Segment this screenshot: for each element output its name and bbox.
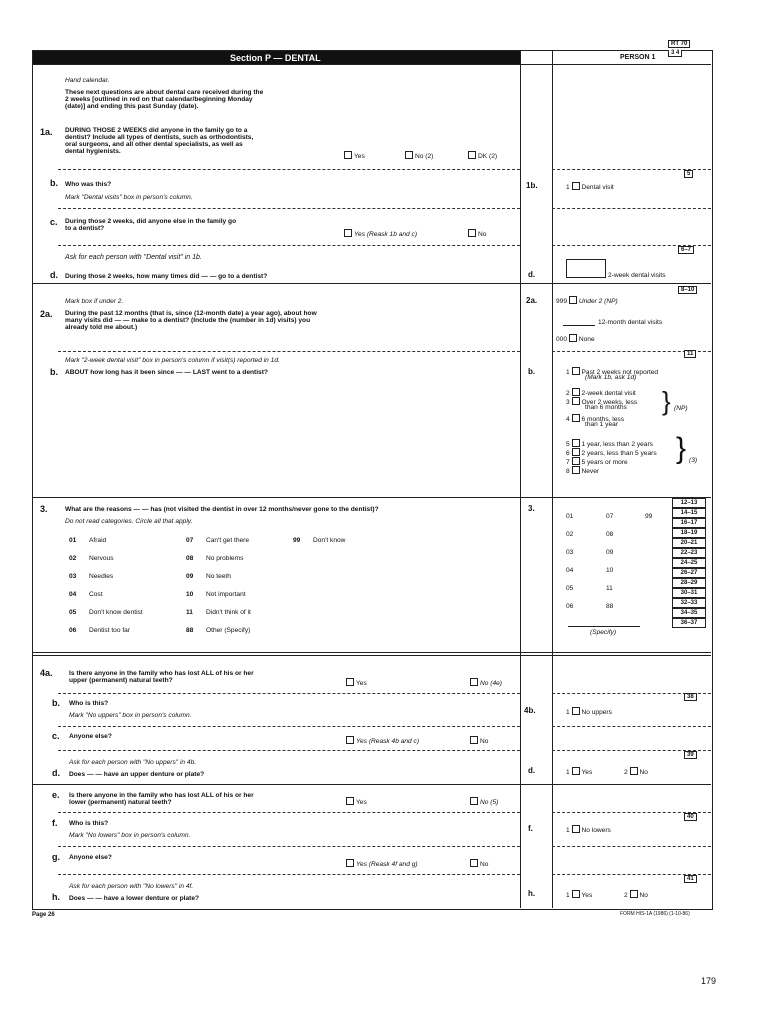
q4h-number: h. [52,892,60,902]
three-brace: } [676,432,687,465]
q2b-instruction: Mark "2-week dental visit" box in person's column if visit(s) reported in 1d. [65,357,280,364]
q4d-column-code: 39 [684,751,697,759]
q2b-option-5[interactable]: 5 1 year, less than 2 years [566,441,653,448]
q1b-column-code: 5 [684,170,693,178]
reason-code: 03 [69,573,77,580]
q4b-instruction: Mark "No uppers" box in person's column. [69,712,192,719]
checkbox[interactable] [630,890,638,898]
q2b-option-4-cont: than 1 year [585,421,618,428]
q1d-column-code: 6–7 [678,246,694,254]
q4e-no-option[interactable]: No (5) [470,797,498,807]
q2b-ref: b. [528,367,536,376]
q3-reason-item [186,573,231,581]
q1d-number: d. [50,270,58,280]
q3-specify-line[interactable] [568,626,640,627]
q1a-no-option[interactable]: No (2) [405,151,433,161]
reason-label: No problems [206,555,244,562]
intro-line: These next questions are about dental care received during the [65,89,264,96]
checkbox[interactable] [572,466,580,474]
q4g-yes-option[interactable]: Yes (Reask 4f and g) [346,859,418,869]
q4e-text: lower (permanent) natural teeth? [69,799,172,806]
q1c-no-option[interactable]: No [468,229,486,239]
q2a-visits-label: 12-month dental visits [598,319,663,326]
q1c-number: c. [50,217,58,227]
q4f-text: Who is this? [69,820,109,827]
q3-reason-item [69,591,103,599]
q2b-option-3-cont: than 6 months [585,404,627,411]
reason-code: 11 [186,609,193,616]
header-rule [33,64,711,65]
q3-column-code: 30–31 [672,588,706,598]
reason-label: Can't get there [206,537,250,544]
q4h-instruction: Ask for each person with "No lowers" in 4f. [69,883,194,890]
q4g-number: g. [52,852,60,862]
q3-circle-code[interactable]: 05 [566,585,574,592]
q2b-column-code: 11 [684,350,696,358]
q1c-yes-option[interactable]: Yes (Reask 1b and c) [344,229,417,239]
checkbox[interactable] [346,736,354,744]
checkbox[interactable] [572,439,580,447]
checkbox[interactable] [470,797,478,805]
q3-circle-code[interactable]: 02 [566,531,574,538]
q3-column-code: 34–35 [672,608,706,618]
reason-code: 01 [69,537,77,544]
q3-reason-item [293,537,345,545]
checkbox[interactable] [572,767,580,775]
q4g-no-option[interactable]: No [470,859,488,869]
q1b-answer-option[interactable]: 1 Dental visit [566,184,614,191]
q3-column-code: 26–27 [672,568,706,578]
q1b-ref: 1b. [526,181,538,190]
q4a-number: 4a. [40,668,53,678]
checkbox[interactable] [405,151,413,159]
q1c-text: to a dentist? [65,225,105,232]
q1a-dk-option[interactable]: DK (2) [468,151,497,161]
q1d-instruction: Ask for each person with "Dental visit" in 1b. [65,254,202,261]
checkbox[interactable] [569,334,577,342]
reason-label: Didn't think of it [206,609,251,616]
q3-circle-code[interactable]: 10 [606,567,614,574]
form-number: FORM HIS-1A (1986) (1-10-86) [620,911,690,917]
reason-label: Cost [89,591,103,598]
q1d-answer-label: 2-week dental visits [608,272,666,279]
instruction-hand: Hand calendar. [65,77,110,84]
q4c-text: Anyone else? [69,733,112,740]
reason-code: 99 [293,537,301,544]
page-number: 179 [701,976,717,986]
np-brace: } [662,386,671,416]
reason-label: Other (Specify) [206,627,251,634]
checkbox[interactable] [572,825,580,833]
q3-circle-code[interactable]: 88 [606,603,614,610]
q4h-column-code: 41 [684,875,697,883]
checkbox[interactable] [470,678,478,686]
reason-code: 10 [186,591,194,598]
q1d-ref: d. [528,270,536,279]
checkbox[interactable] [572,388,580,396]
reason-code: 08 [186,555,194,562]
q4d-instruction: Ask for each person with "No uppers" in 4b. [69,759,197,766]
q4d-ref: d. [528,766,536,775]
q3-circle-code[interactable]: 07 [606,513,614,520]
reason-code: 88 [186,627,194,634]
q2a-text: many visits did — — make to a dentist? (Include the (number in 1d) visits) you [65,317,311,324]
q2b-option-6[interactable]: 6 2 years, less than 5 years [566,450,657,457]
q2b-option-7[interactable]: 7 5 years or more [566,459,628,466]
divider-right [552,50,553,908]
q3-reason-item [69,609,143,617]
q3-circle-code[interactable]: 99 [645,513,653,520]
intro-line: 2 weeks [outlined in red on that calendar/beginning Monday [65,96,253,103]
reason-code: 05 [69,609,77,616]
q1b-text: Who was this? [65,181,112,188]
checkbox[interactable] [572,182,580,190]
q3-column-code: 18–19 [672,528,706,538]
checkbox[interactable] [344,151,352,159]
q2a-visits-input[interactable] [563,325,595,326]
q3-column-code: 16–17 [672,518,706,528]
q4f-answer-option[interactable]: 1 No lowers [566,827,611,834]
checkbox[interactable] [572,890,580,898]
q3-column-code: 22–23 [672,548,706,558]
q4b-ref: 4b. [524,706,536,715]
q4h-no-option[interactable]: 2 No [624,892,648,899]
q1d-text: During those 2 weeks, how many times did — — go to a dentist? [65,273,268,280]
checkbox[interactable] [572,448,580,456]
q4e-number: e. [52,790,60,800]
q3-circle-code[interactable]: 04 [566,567,574,574]
reason-label: Nervous [89,555,114,562]
q2a-column-code: 8–10 [678,286,697,294]
q2a-instruction: Mark box if under 2. [65,298,124,305]
reason-label: Don't know dentist [89,609,143,616]
form-frame [32,50,713,910]
q3-circle-code[interactable]: 03 [566,549,574,556]
q3-reason-item [186,555,243,563]
q3-circle-code[interactable]: 08 [606,531,614,538]
intro-line: (date)] and ending this past Sunday (date). [65,103,199,110]
q4d-no-option[interactable]: 2 No [624,769,648,776]
q4h-yes-option[interactable]: 1 Yes [566,892,593,899]
reason-code: 04 [69,591,77,598]
q3-column-code: 14–15 [672,508,706,518]
q1b-number: b. [50,178,58,188]
q3-number: 3. [40,504,48,514]
q3-reason-item [186,627,250,635]
checkbox[interactable] [572,367,580,375]
q3-reason-item [186,609,251,617]
checkbox[interactable] [344,229,352,237]
q2b-option-1-note: (Mark 1b, ask 1d) [585,374,637,381]
reason-label: Don't know [313,537,346,544]
q3-column-code: 24–25 [672,558,706,568]
q2a-none-option[interactable]: 000 None [556,336,595,343]
checkbox[interactable] [569,296,577,304]
page-label: Page 26 [32,912,55,918]
checkbox[interactable] [346,678,354,686]
checkbox[interactable] [572,457,580,465]
reason-code: 02 [69,555,77,562]
reason-code: 09 [186,573,194,580]
q3-circle-code[interactable]: 09 [606,549,614,556]
q1b-instruction: Mark "Dental visits" box in person's column. [65,194,193,201]
q2a-text: During the past 12 months (that is, since (12-month date) a year ago), about how [65,310,317,317]
q3-reason-item [186,591,246,599]
q3-instruction: Do not read categories. Circle all that apply. [65,518,193,525]
checkbox[interactable] [346,859,354,867]
q2b-text: ABOUT how long has it been since — — LAST went to a dentist? [65,369,268,376]
reason-label: Dentist too far [89,627,131,634]
reason-code: 06 [69,627,77,634]
q4f-number: f. [52,818,58,828]
q3-column-code: 20–21 [672,538,706,548]
q4b-answer-option[interactable]: 1 No uppers [566,709,612,716]
q1a-yes-option[interactable]: Yes [344,151,365,161]
q3-circle-code[interactable]: 06 [566,603,574,610]
q3-reason-item [69,573,113,581]
checkbox[interactable] [468,151,476,159]
q4f-column-code: 40 [684,813,697,821]
q2a-ref: 2a. [526,296,538,305]
q4a-text: Is there anyone in the family who has lost ALL of his or her [69,670,254,677]
q2a-text: already told me about.) [65,324,138,331]
reason-label: Not important [206,591,246,598]
q4g-text: Anyone else? [69,854,112,861]
q2b-option-1[interactable]: 1 Past 2 weeks not reported [566,369,659,376]
q4b-number: b. [52,698,60,708]
q3-specify-label: (Specify) [590,629,617,636]
q4h-text: Does — — have a lower denture or plate? [69,895,200,902]
q2a-under-option[interactable]: 999 Under 2 (NP) [556,298,618,305]
q4a-yes-option[interactable]: Yes [346,678,367,688]
q4f-ref: f. [528,824,533,833]
q2b-option-2[interactable]: 2 2-week dental visit [566,390,636,397]
checkbox[interactable] [470,736,478,744]
person-column-header: PERSON 1 [620,54,656,61]
q1a-number: 1a. [40,127,53,137]
q3-circle-code[interactable]: 01 [566,513,574,520]
record-cols-code: 3 4 [668,50,682,57]
q4c-yes-option[interactable]: Yes (Reask 4b and c) [346,736,419,746]
q2b-three-label: (3) [689,457,698,464]
q3-column-code: 36–37 [672,618,706,628]
q4f-instruction: Mark "No lowers" box in person's column. [69,832,191,839]
record-type-code: RT 70 [668,40,690,48]
q4a-no-option[interactable]: No (4e) [470,678,502,688]
checkbox[interactable] [346,797,354,805]
q3-reason-item [69,627,130,635]
q3-reason-item [69,555,114,563]
q3-column-code: 12–13 [672,498,706,508]
q4d-number: d. [52,768,60,778]
q4a-text: upper (permanent) natural teeth? [69,677,173,684]
checkbox[interactable] [470,859,478,867]
checkbox[interactable] [572,414,580,422]
checkbox[interactable] [468,229,476,237]
q3-ref: 3. [528,504,535,513]
q1a-text: dentist? Include all types of dentists, such as orthodontists, [65,134,254,141]
q2b-option-4[interactable]: 4 6 months, less [566,416,625,423]
q2a-number: 2a. [40,309,53,319]
q3-reason-item [186,537,249,545]
q3-circle-code[interactable]: 11 [606,585,613,592]
reason-label: Needles [89,573,114,580]
reason-label: Afraid [89,537,107,544]
q4b-column-code: 38 [684,693,697,701]
divider-left [520,50,521,908]
q2b-np-label: (NP) [674,405,688,412]
q4c-number: c. [52,731,60,741]
q4b-text: Who is this? [69,700,109,707]
section-title: Section P — DENTAL [230,53,321,63]
q2b-option-8[interactable]: 8 Never [566,468,600,475]
q1a-text: dental hygienists. [65,148,121,155]
q4c-no-option[interactable]: No [470,736,488,746]
q1a-text: oral surgeons, and all other dental specialists, as well as [65,141,243,148]
q4h-ref: h. [528,889,536,898]
q1d-visits-input[interactable] [566,259,606,278]
checkbox[interactable] [630,767,638,775]
q4d-text: Does — — have an upper denture or plate? [69,771,205,778]
q2b-option-3[interactable]: 3 Over 2 weeks, less [566,399,638,406]
q4e-yes-option[interactable]: Yes [346,797,367,807]
q4d-yes-option[interactable]: 1 Yes [566,769,593,776]
q2b-number: b. [50,367,58,377]
q3-text: What are the reasons — — has (not visited the dentist in over 12 months/never gone to the dentist)? [65,506,379,513]
q3-column-code: 28–29 [672,578,706,588]
checkbox[interactable] [572,397,580,405]
reason-label: No teeth [206,573,231,580]
q3-column-code: 32–33 [672,598,706,608]
reason-code: 07 [186,537,194,544]
checkbox[interactable] [572,707,580,715]
q1a-text: DURING THOSE 2 WEEKS did anyone in the family go to a [65,127,248,134]
q1c-text: During those 2 weeks, did anyone else in the family go [65,218,237,225]
q3-reason-item [69,537,106,545]
q4e-text: Is there anyone in the family who has lost ALL of his or her [69,792,254,799]
